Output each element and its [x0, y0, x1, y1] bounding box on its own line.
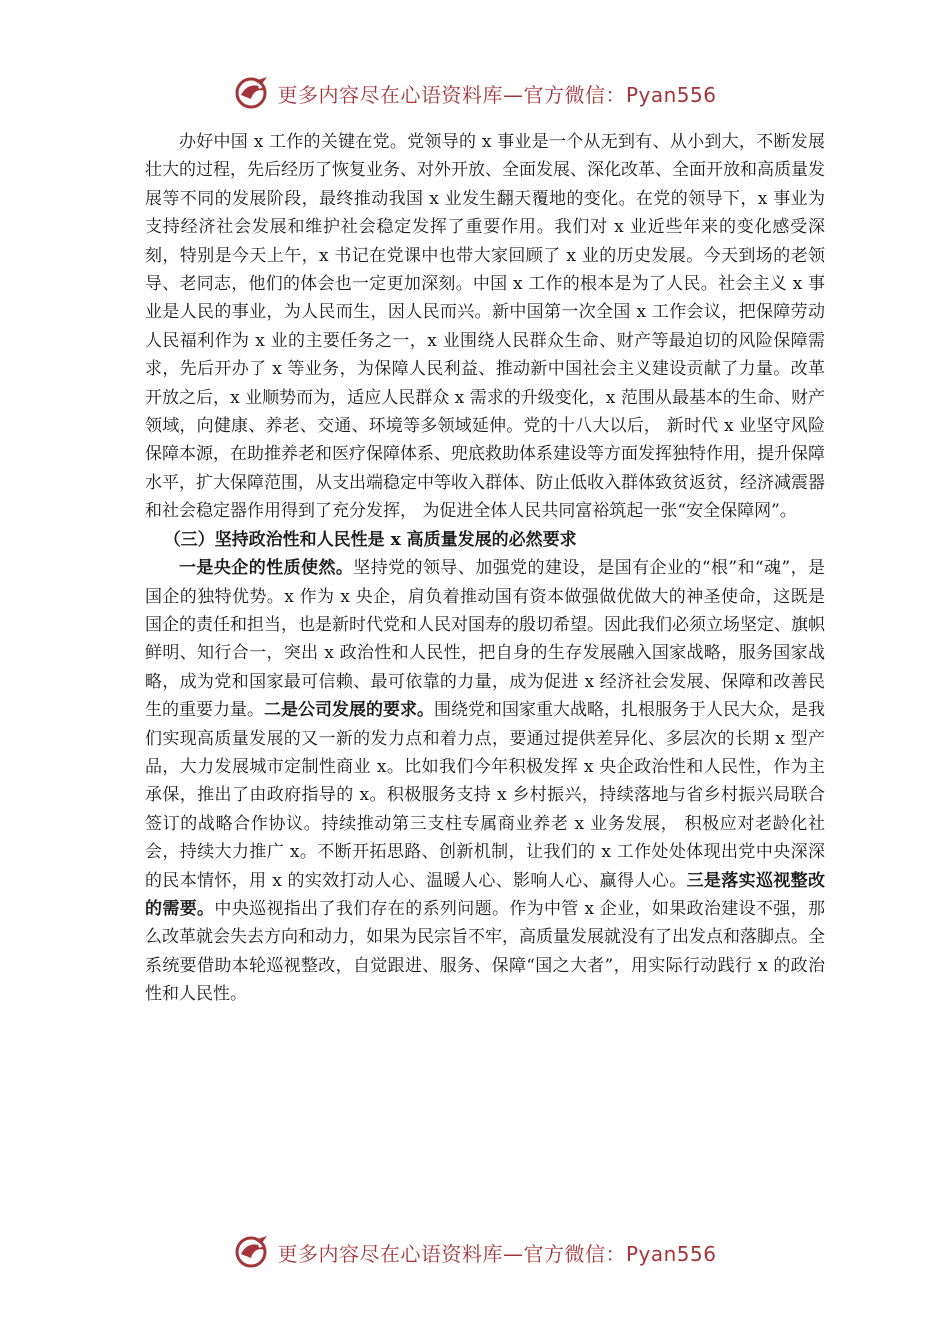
- paragraph-2: [145, 554, 825, 1009]
- dragon-logo-icon: [233, 73, 273, 113]
- point-two-text: 围绕党和国家重大战略，扎根服务于人民大众，是我们实现高质量发展的又一新的发力点和着力点，要通过提供差异化、多层次的长期 x 型产品，大力发展城市定制性商业 x。比如我们今年积极发挥 x 央企政治性和人民性，作为主承保，推出了由政府指导的 x。积极服务支持 x 乡村振兴，持续落地与省乡村振兴局联合签订的战略合作协议。持续推动第三支柱专属商业养老 x 业务发展， 积极应对老龄化社会，持续大力推广 x。不断开拓思路、创新机制，让我们的 x 工作处处体现出党中央深深的民本情怀，用 x 的实效打动人心、温暖人心、影响人心、赢得人心。: [145, 700, 825, 891]
- point-one-lead: 一是央企的性质使然。: [179, 558, 354, 579]
- point-one-text: 坚持党的领导、加强党的建设，是国有企业的“根”和“魂”，是国企的独特优势。x 作为 x 央企，肩负着推动国有资本做强做优做大的神圣使命，这既是国企的责任和担当，也是新时代党和人民对国寿的殷切希望。因此我们必须立场坚定、旗帜鲜明、知行合一，突出 x 政治性和人民性，把自身的生存发展融入国家战略，服务国家战略，成为党和国家最可信赖、最可依靠的力量，成为促进 x 经济社会发展、保障和改善民生的重要力量。: [145, 558, 826, 721]
- point-three-lead: 三是落实巡视整改的需要。: [145, 870, 826, 919]
- banner-text: 更多内容尽在心语资料库—官方微信：Pyan556: [277, 82, 717, 107]
- point-three-text: 中央巡视指出了我们存在的系列问题。作为中管 x 企业，如果政治建设不强，那么改革就会失去方向和动力，如果为民宗旨不牢，高质量发展就没有了出发点和落脚点。全系统要借助本轮巡视整改，自觉跟进、服务、保障“国之大者”，用实际行动践行 x 的政治性和人民性。: [145, 898, 825, 1005]
- paragraph-1: 办好中国 x 工作的关键在党。党领导的 x 事业是一个从无到有、从小到大，不断发展壮大的过程，先后经历了恢复业务、对外开放、全面发展、深化改革、全面开放和高质量发展等不同的发展阶段，最终推动我国 x 业发生翻天覆地的变化。在党的领导下，x 事业为支持经济社会发展和维护社会稳定发挥了重要作用。我们对 x 业近些年来的变化感受深刻，特别是今天上午，x 书记在党课中也带大家回顾了 x 业的历史发展。今天到场的老领导、老同志，他们的体会也一定更加深刻。中国 x 工作的根本是为了人民。社会主义 x 事业是人民的事业，为人民而生，因人民而兴。新中国第一次全国 x 工作会议，把保障劳动人民福利作为 x 业的主要任务之一，x 业围绕人民群众生命、财产等最迫切的风险保障需求，先后开办了 x 等业务，为保障人民利益、推动新中国社会主义建设贡献了力量。改革开放之后，x 业顺势而为，适应人民群众 x 需求的升级变化，x 范围从最基本的生命、财产领域，向健康、养老、交通、环境等多领域延伸。党的十八大以后， 新时代 x 业坚守风险保障本源，在助推养老和医疗保障体系、兜底救助体系建设等方面发挥独特作用，提升保障水平，扩大保障范围，从支出端稳定中等收入群体、防止低收入群体致贫返贫，经济减震器和社会稳定器作用得到了充分发挥， 为促进全体人民共同富裕筑起一张“安全保障网”。: [145, 132, 825, 522]
- section-heading: （三）坚持政治性和人民性是 x 高质量发展的必然要求: [163, 529, 577, 550]
- document-body: [145, 128, 825, 1009]
- footer-banner: [0, 1232, 950, 1272]
- banner-text: 更多内容尽在心语资料库—官方微信：Pyan556: [277, 1241, 717, 1266]
- point-two-lead: 二是公司发展的要求。: [264, 700, 434, 721]
- dragon-logo-icon: [233, 1232, 273, 1272]
- header-banner: [0, 73, 950, 113]
